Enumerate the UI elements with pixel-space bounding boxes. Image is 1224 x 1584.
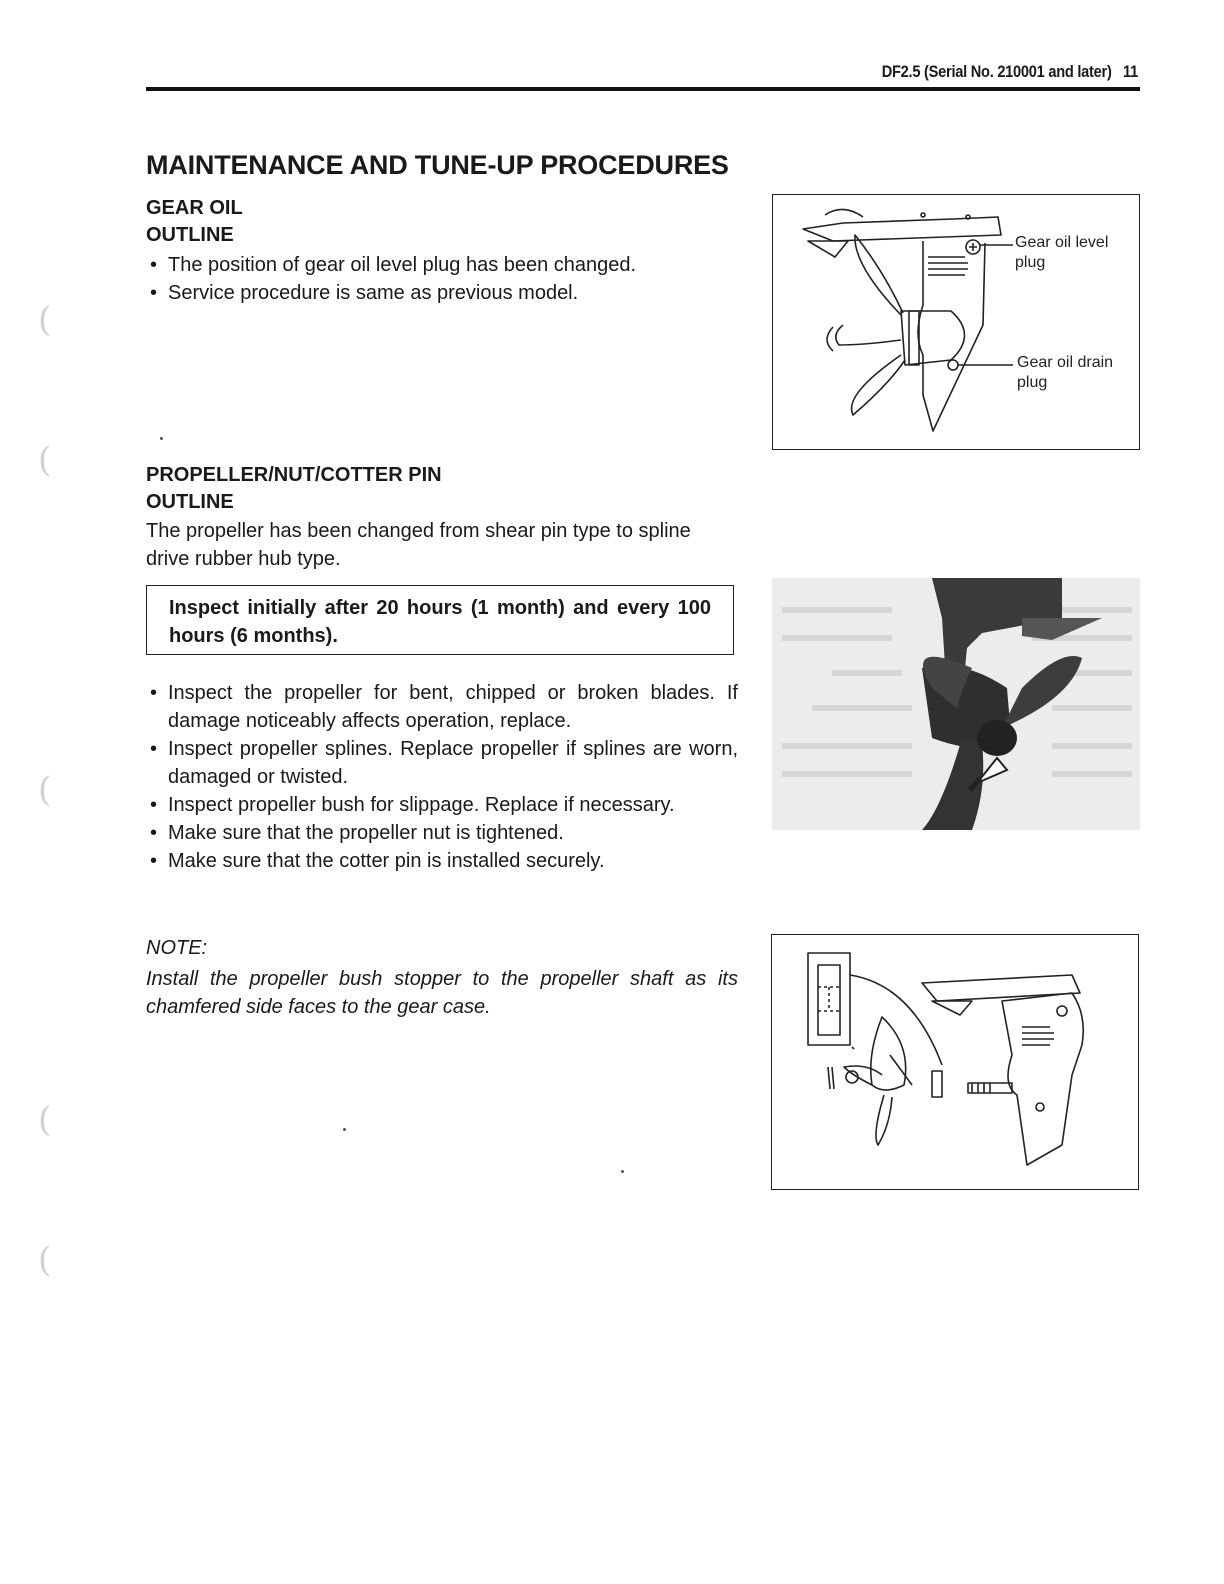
list-item: • The position of gear oil level plug has been changed. — [146, 251, 746, 279]
propeller-outline-heading: OUTLINE — [146, 491, 234, 513]
propeller-photo — [772, 578, 1140, 830]
scan-speck — [343, 1128, 346, 1131]
note-heading: NOTE: — [146, 937, 208, 959]
binder-hole-mark: ( — [38, 1240, 52, 1280]
scan-speck — [160, 437, 163, 440]
scan-speck — [621, 1170, 624, 1173]
propeller-assembly-diagram — [772, 935, 1139, 1190]
page-title: MAINTENANCE AND TUNE-UP PROCEDURES — [146, 150, 729, 180]
gear-oil-outline-heading: OUTLINE — [146, 224, 234, 246]
callout-gear-oil-level-plug: Gear oil level plug — [1015, 234, 1109, 271]
page-number: 11 — [1123, 62, 1138, 81]
list-item: • Inspect propeller splines. Replace propeller if splines are worn, damaged or twisted. — [146, 735, 738, 791]
list-item: • Inspect the propeller for bent, chipped or broken blades. If damage noticeably affects operation, replace. — [146, 679, 738, 735]
header-rule — [146, 87, 1140, 91]
propeller-intro-text: The propeller has been changed from shear pin type to spline drive rubber hub type. — [146, 520, 691, 570]
list-item: • Make sure that the cotter pin is installed securely. — [146, 847, 738, 875]
note-text: Install the propeller bush stopper to the propeller shaft as its chamfered side faces to the gear case. — [146, 968, 738, 1018]
running-header — [882, 62, 1138, 82]
binder-hole-mark: ( — [38, 300, 52, 340]
binder-hole-mark: ( — [38, 440, 52, 480]
gear-oil-bullet-list — [146, 251, 746, 307]
binder-hole-mark: ( — [38, 1100, 52, 1140]
list-item: • Make sure that the propeller nut is tightened. — [146, 819, 738, 847]
propeller-assembly-figure — [771, 934, 1139, 1190]
gear-oil-heading: GEAR OIL — [146, 197, 243, 219]
propeller-photo-image — [772, 578, 1140, 830]
inspection-interval-box: Inspect initially after 20 hours (1 month) and every 100 hours (6 months). — [146, 585, 734, 655]
callout-gear-oil-drain-plug: Gear oil drain plug — [1017, 354, 1114, 391]
header-model-text: DF2.5 (Serial No. 210001 and later) — [881, 62, 1112, 81]
gear-oil-figure — [772, 194, 1140, 450]
binder-hole-mark: ( — [38, 770, 52, 810]
list-item: • Service procedure is same as previous model. — [146, 279, 746, 307]
propeller-bullet-list — [146, 679, 738, 875]
list-item: • Inspect propeller bush for slippage. Replace if necessary. — [146, 791, 738, 819]
propeller-heading: PROPELLER/NUT/COTTER PIN — [146, 464, 442, 486]
